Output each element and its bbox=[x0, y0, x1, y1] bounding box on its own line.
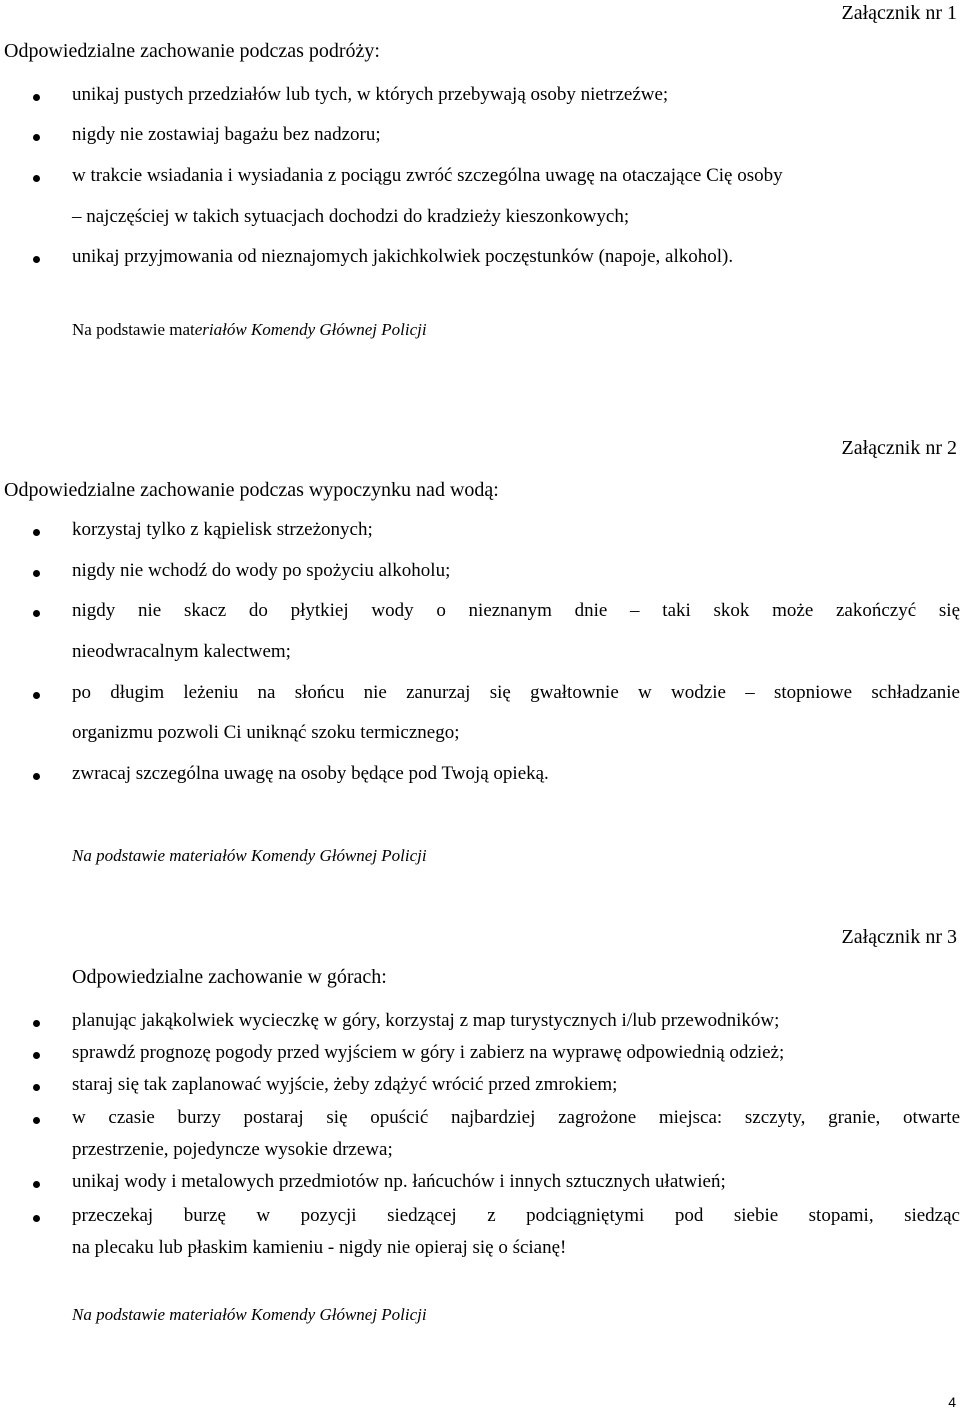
bullet-icon bbox=[33, 610, 40, 617]
bullet-icon bbox=[33, 1181, 40, 1188]
list-item-text: w trakcie wsiadania i wysiadania z pociągu zwróć szczególna uwagę na otaczające Cię osoby bbox=[72, 165, 783, 186]
source-note-plain: Na podstawie mat bbox=[72, 320, 195, 339]
annex-1-label: Załącznik nr 1 bbox=[841, 2, 957, 24]
bullet-icon bbox=[33, 692, 40, 699]
list-item-text: zwracaj szczególna uwagę na osoby będące pod Twoją opieką. bbox=[72, 763, 549, 784]
bullet-icon bbox=[33, 94, 40, 101]
list-item-text: nigdy nie zostawiaj bagażu bez nadzoru; bbox=[72, 124, 381, 145]
bullet-icon bbox=[33, 1052, 40, 1059]
list-item-continuation: – najczęściej w takich sytuacjach dochodzi do kradzieży kieszonkowych; bbox=[72, 206, 630, 227]
source-note: Na podstawie materiałów Komendy Głównej Policji bbox=[72, 846, 427, 865]
list-item-text: unikaj pustych przedziałów lub tych, w których przebywają osoby nietrzeźwe; bbox=[72, 84, 669, 105]
list-item-text: unikaj przyjmowania od nieznajomych jakichkolwiek poczęstunków (napoje, alkohol). bbox=[72, 246, 734, 267]
bullet-icon bbox=[33, 256, 40, 263]
annex-2-heading: Odpowiedzialne zachowanie podczas wypoczynku nad wodą: bbox=[4, 479, 499, 501]
annex-2-label: Załącznik nr 2 bbox=[841, 437, 957, 459]
list-item-continuation: przestrzenie, pojedyncze wysokie drzewa; bbox=[72, 1139, 393, 1160]
list-item-text: po długim leżeniu na słońcu nie zanurzaj się gwałtownie w wodzie – stopniowe schładzanie bbox=[72, 682, 960, 703]
bullet-icon bbox=[33, 134, 40, 141]
list-item-text: w czasie burzy postaraj się opuścić najbardziej zagrożone miejsca: szczyty, granie, otwarte bbox=[72, 1107, 960, 1128]
bullet-icon bbox=[33, 1084, 40, 1091]
bullet-icon bbox=[33, 773, 40, 780]
list-item-text: unikaj wody i metalowych przedmiotów np. łańcuchów i innych sztucznych ułatwień; bbox=[72, 1171, 726, 1192]
annex-3-heading: Odpowiedzialne zachowanie w górach: bbox=[72, 966, 387, 988]
page-number: 4 bbox=[948, 1394, 956, 1410]
annex-3-label: Załącznik nr 3 bbox=[841, 926, 957, 948]
list-item-continuation: nieodwracalnym kalectwem; bbox=[72, 641, 291, 662]
list-item-text: przeczekaj burzę w pozycji siedzącej z podciągniętymi pod siebie stopami, siedząc bbox=[72, 1205, 960, 1226]
list-item-text: nigdy nie wchodź do wody po spożyciu alkoholu; bbox=[72, 560, 451, 581]
list-item-text: planując jakąkolwiek wycieczkę w góry, korzystaj z map turystycznych i/lub przewodników; bbox=[72, 1010, 780, 1031]
bullet-icon bbox=[33, 175, 40, 182]
list-item-text: staraj się tak zaplanować wyjście, żeby zdążyć wrócić przed zmrokiem; bbox=[72, 1074, 618, 1095]
bullet-icon bbox=[33, 1020, 40, 1027]
list-item-continuation: organizmu pozwoli Ci uniknąć szoku termicznego; bbox=[72, 722, 460, 743]
list-item-text: nigdy nie skacz do płytkiej wody o nieznanym dnie – taki skok może zakończyć się bbox=[72, 600, 960, 621]
bullet-icon bbox=[33, 1117, 40, 1124]
source-note bbox=[72, 320, 427, 340]
list-item-text: sprawdź prognozę pogody przed wyjściem w góry i zabierz na wyprawę odpowiednią odzież; bbox=[72, 1042, 785, 1063]
bullet-icon bbox=[33, 529, 40, 536]
source-note-italic: eriałów Komendy Głównej Policji bbox=[194, 320, 427, 339]
bullet-icon bbox=[33, 1215, 40, 1222]
list-item-continuation: na plecaku lub płaskim kamieniu - nigdy nie opieraj się o ścianę! bbox=[72, 1237, 567, 1258]
list-item-text: korzystaj tylko z kąpielisk strzeżonych; bbox=[72, 519, 373, 540]
source-note: Na podstawie materiałów Komendy Głównej Policji bbox=[72, 1305, 427, 1324]
annex-1-heading: Odpowiedzialne zachowanie podczas podróży: bbox=[4, 40, 380, 62]
bullet-icon bbox=[33, 570, 40, 577]
